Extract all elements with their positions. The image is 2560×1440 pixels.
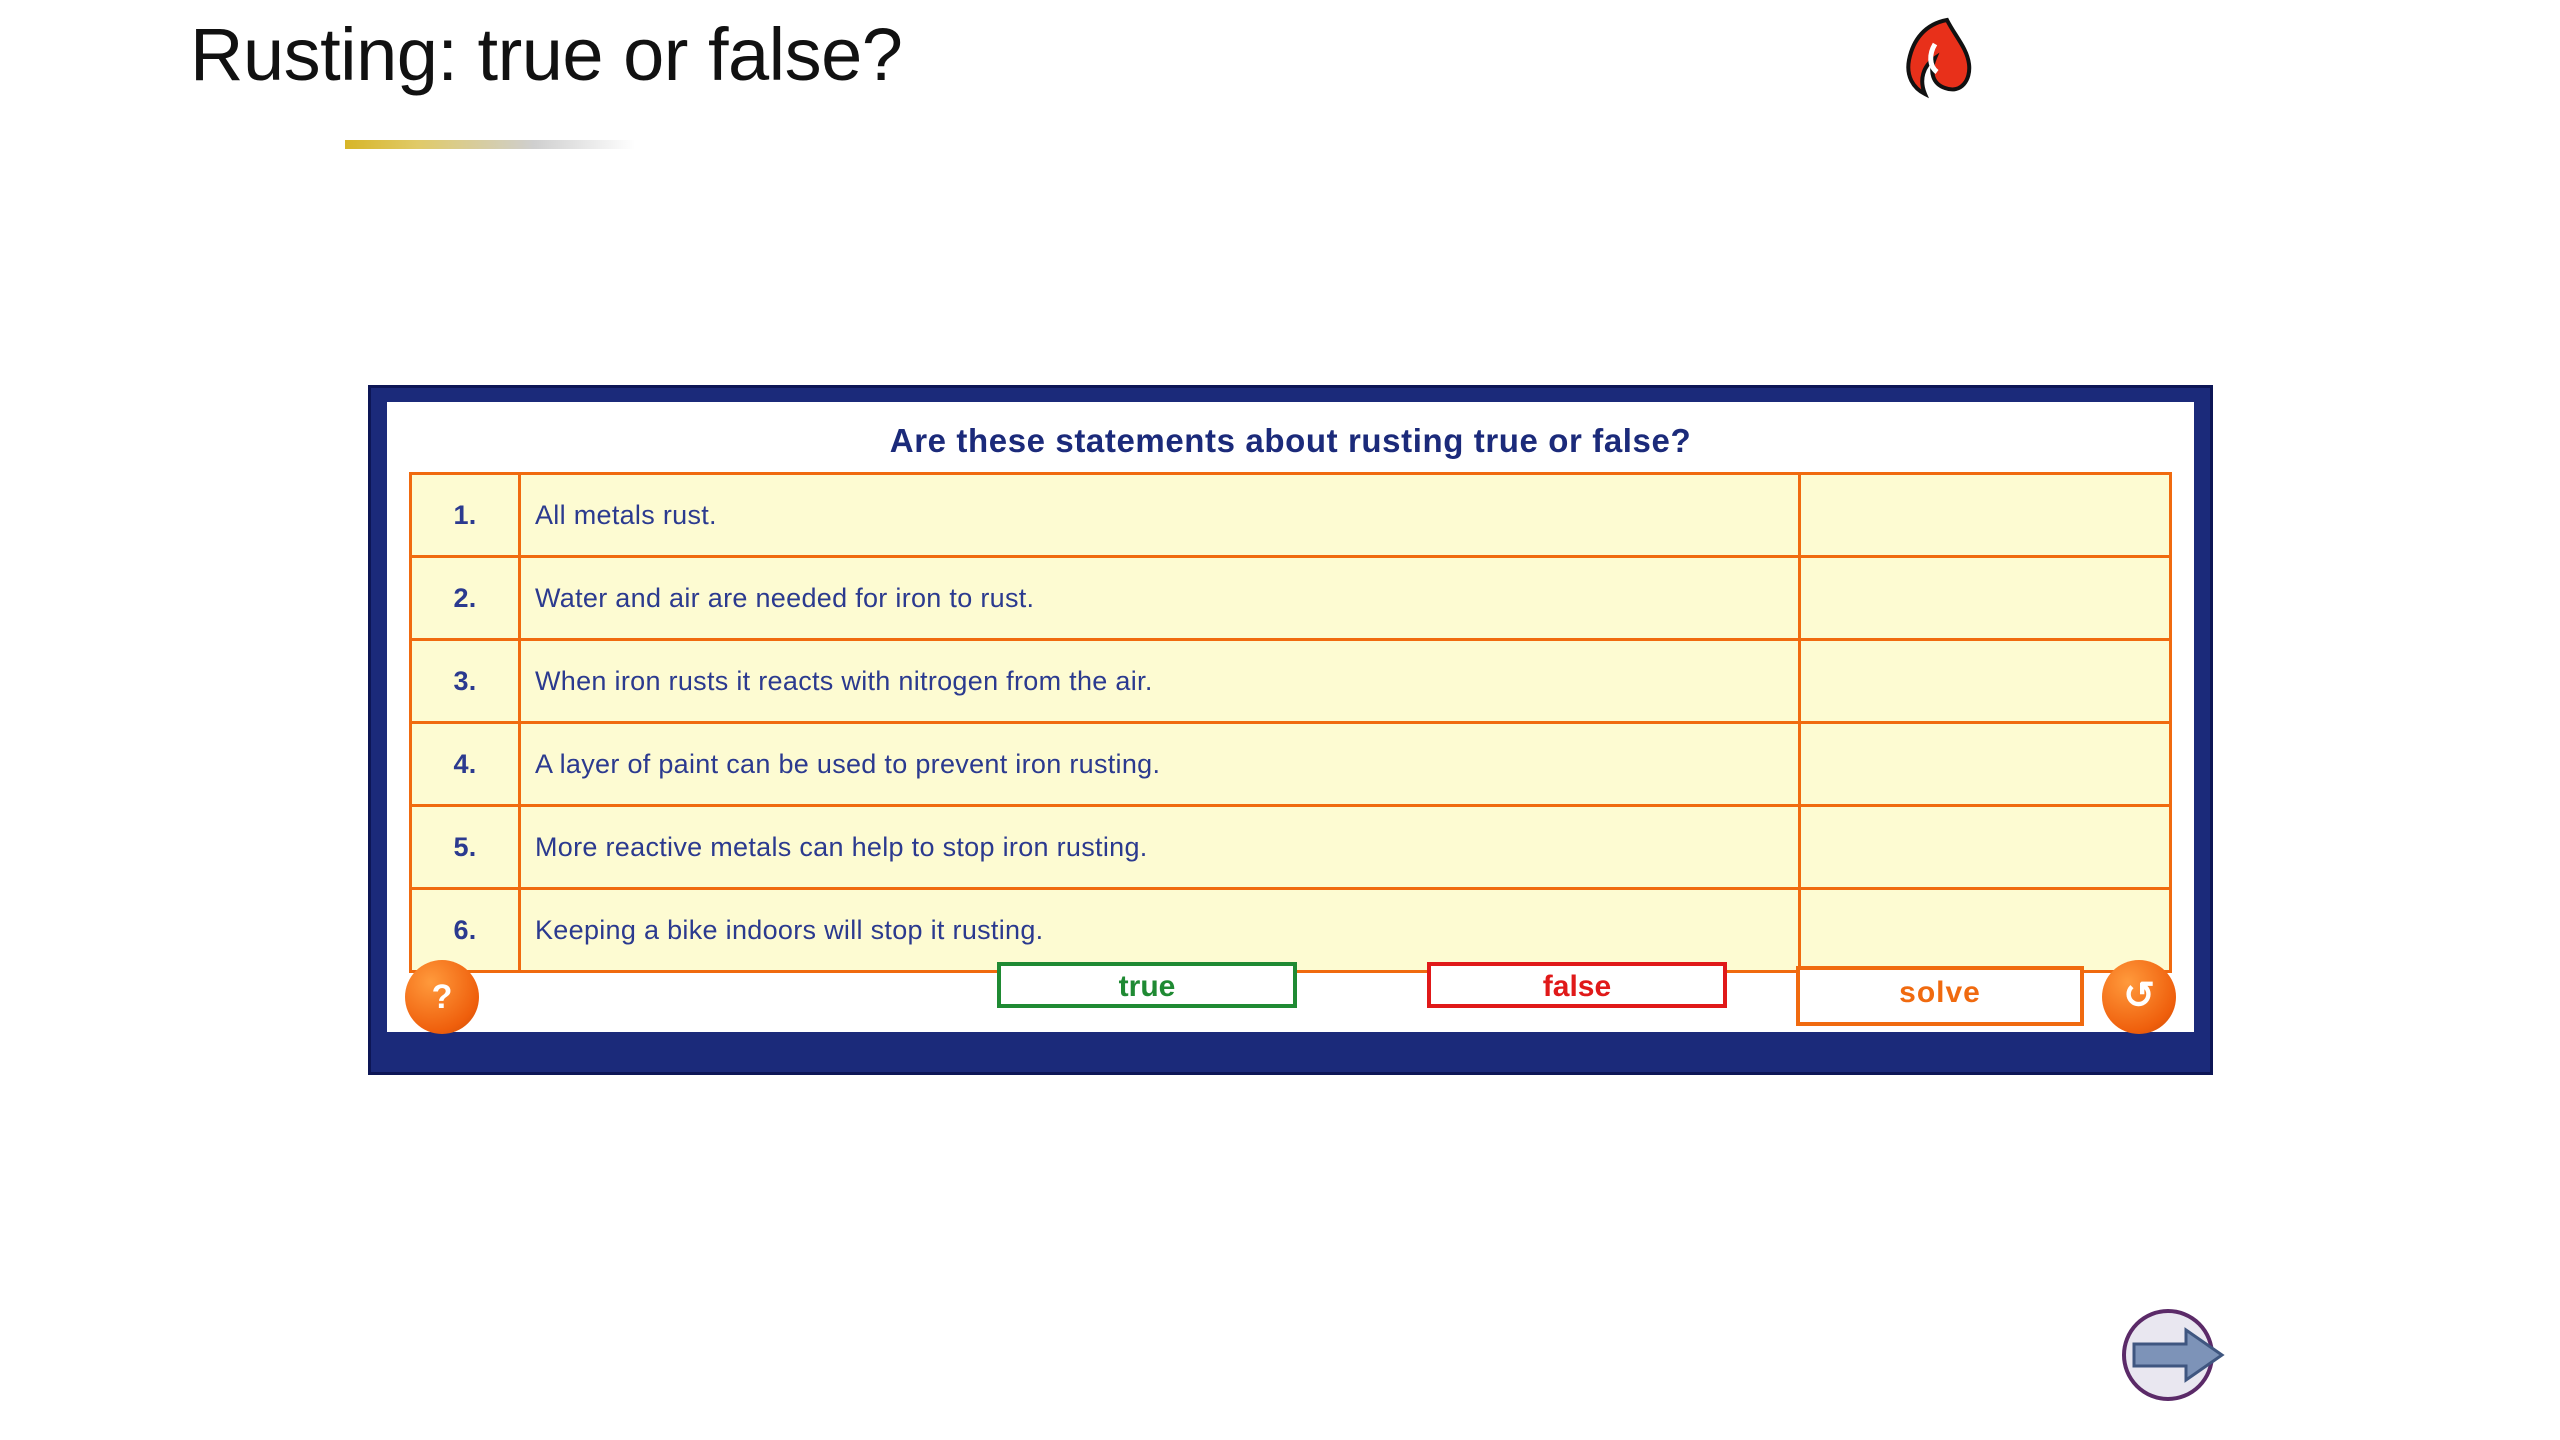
row-answer-dropzone[interactable] <box>1800 889 2171 972</box>
row-answer-dropzone[interactable] <box>1800 640 2171 723</box>
table-row[interactable] <box>411 723 2171 806</box>
table-row[interactable] <box>411 557 2171 640</box>
flash-activity-panel[interactable] <box>368 385 2213 1075</box>
row-answer-dropzone[interactable] <box>1800 723 2171 806</box>
statements-table <box>409 472 2172 973</box>
help-button[interactable]: ? <box>405 960 479 1034</box>
token-false[interactable]: false <box>1427 962 1727 1008</box>
table-row[interactable] <box>411 889 2171 972</box>
activity-inner-panel <box>387 402 2194 1032</box>
row-number: 1. <box>411 474 520 557</box>
title-underline-divider <box>345 140 635 149</box>
row-statement: A layer of paint can be used to prevent iron rusting. <box>520 723 1800 806</box>
token-true[interactable]: true <box>997 962 1297 1008</box>
table-row[interactable] <box>411 806 2171 889</box>
row-number: 4. <box>411 723 520 806</box>
row-number: 6. <box>411 889 520 972</box>
solve-button[interactable]: solve <box>1796 966 2084 1026</box>
flash-logo-icon <box>1885 14 1977 106</box>
row-answer-dropzone[interactable] <box>1800 806 2171 889</box>
table-row[interactable] <box>411 640 2171 723</box>
activity-heading: Are these statements about rusting true or false? <box>889 422 1692 459</box>
row-number: 2. <box>411 557 520 640</box>
row-statement: Keeping a bike indoors will stop it rusting. <box>520 889 1800 972</box>
next-arrow-icon[interactable] <box>2100 1300 2240 1410</box>
row-answer-dropzone[interactable] <box>1800 474 2171 557</box>
row-statement: All metals rust. <box>520 474 1800 557</box>
table-row[interactable] <box>411 474 2171 557</box>
row-answer-dropzone[interactable] <box>1800 557 2171 640</box>
reset-button[interactable]: ↺ <box>2102 960 2176 1034</box>
row-number: 3. <box>411 640 520 723</box>
row-statement: When iron rusts it reacts with nitrogen from the air. <box>520 640 1800 723</box>
drag-tokens-row <box>387 962 2194 1017</box>
row-number: 5. <box>411 806 520 889</box>
row-statement: More reactive metals can help to stop iron rusting. <box>520 806 1800 889</box>
page-title: Rusting: true or false? <box>190 13 903 96</box>
row-statement: Water and air are needed for iron to rust. <box>520 557 1800 640</box>
